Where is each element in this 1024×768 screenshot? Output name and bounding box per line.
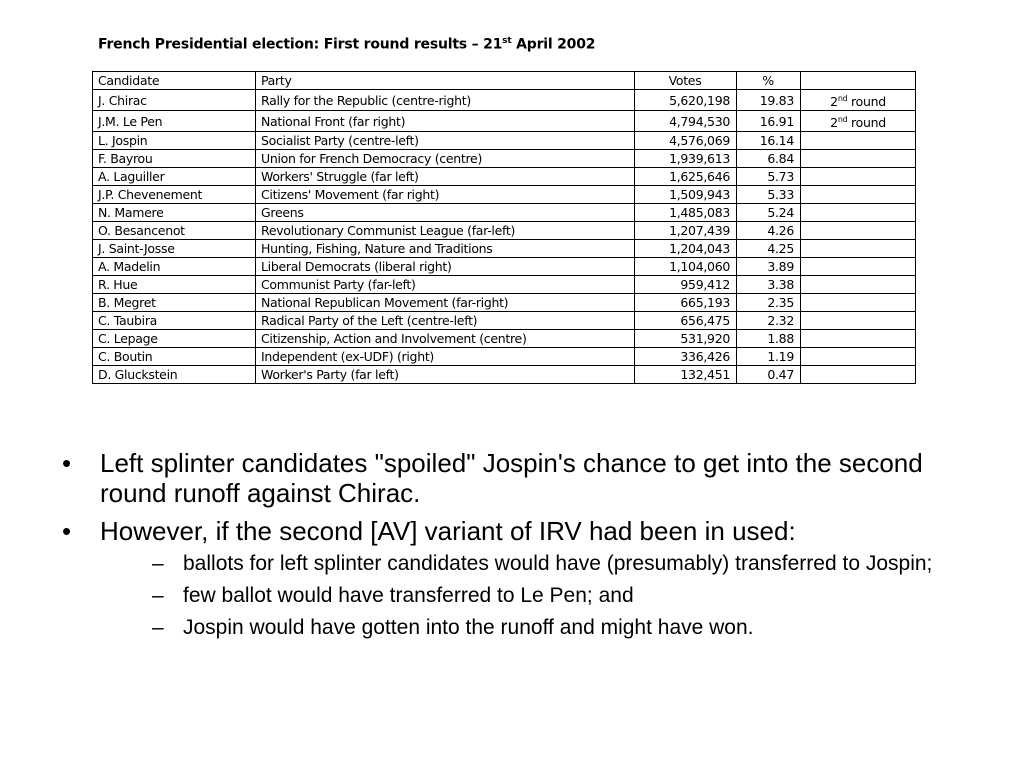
bullet-marker: • xyxy=(62,516,72,546)
table-row xyxy=(93,222,916,240)
cell-votes: 1,207,439 xyxy=(635,222,737,240)
cell-candidate: F. Bayrou xyxy=(93,150,256,168)
cell-party: Revolutionary Communist League (far-left) xyxy=(256,222,635,240)
cell-candidate: A. Laguiller xyxy=(93,168,256,186)
table-row xyxy=(93,150,916,168)
cell-party: Independent (ex-UDF) (right) xyxy=(256,348,635,366)
note-number: 2 xyxy=(830,94,838,110)
cell-candidate: J. Chirac xyxy=(93,90,256,111)
note-word: round xyxy=(847,94,886,110)
table-title-superscript: st xyxy=(502,36,512,46)
results-body xyxy=(93,90,916,384)
cell-party: National Front (far right) xyxy=(256,111,635,132)
cell-candidate: J.M. Le Pen xyxy=(93,111,256,132)
cell-percent: 1.88 xyxy=(737,330,801,348)
cell-note xyxy=(801,330,916,348)
note-superscript: nd xyxy=(837,94,848,103)
table-row xyxy=(93,111,916,132)
table-row xyxy=(93,276,916,294)
cell-votes: 531,920 xyxy=(635,330,737,348)
cell-party: Radical Party of the Left (centre-left) xyxy=(256,312,635,330)
table-row xyxy=(93,240,916,258)
cell-votes: 656,475 xyxy=(635,312,737,330)
table-title-date: April 2002 xyxy=(511,36,596,53)
table-row xyxy=(93,294,916,312)
cell-percent: 0.47 xyxy=(737,366,801,384)
cell-candidate: R. Hue xyxy=(93,276,256,294)
cell-note xyxy=(801,168,916,186)
cell-note xyxy=(801,294,916,312)
header-percent: % xyxy=(737,72,801,90)
sub-bullet-item xyxy=(100,616,962,640)
sub-bullet-text: ballots for left splinter candidates would have (presumably) transferred to Jospin; xyxy=(183,552,933,575)
cell-party: Citizenship, Action and Involvement (centre) xyxy=(256,330,635,348)
cell-votes: 1,204,043 xyxy=(635,240,737,258)
cell-candidate: L. Jospin xyxy=(93,132,256,150)
cell-votes: 1,485,083 xyxy=(635,204,737,222)
cell-votes: 132,451 xyxy=(635,366,737,384)
table-title-text: French Presidential election: First round results – 21 xyxy=(98,36,503,53)
cell-votes: 336,426 xyxy=(635,348,737,366)
table-row xyxy=(93,258,916,276)
sub-bullet-item xyxy=(100,552,962,576)
bullet-item xyxy=(62,448,962,508)
header-party: Party xyxy=(256,72,635,90)
cell-percent: 19.83 xyxy=(737,90,801,111)
cell-percent: 4.26 xyxy=(737,222,801,240)
table-row xyxy=(93,186,916,204)
sub-bullet-text: Jospin would have gotten into the runoff and might have won. xyxy=(183,616,754,639)
cell-party: Communist Party (far-left) xyxy=(256,276,635,294)
table-row xyxy=(93,90,916,111)
table-title xyxy=(98,36,595,53)
note-number: 2 xyxy=(830,115,838,131)
cell-percent: 4.25 xyxy=(737,240,801,258)
cell-party: Hunting, Fishing, Nature and Traditions xyxy=(256,240,635,258)
cell-note xyxy=(801,348,916,366)
cell-note xyxy=(801,222,916,240)
cell-note xyxy=(801,312,916,330)
cell-votes: 959,412 xyxy=(635,276,737,294)
header-votes: Votes xyxy=(635,72,737,90)
cell-party: Greens xyxy=(256,204,635,222)
cell-votes: 665,193 xyxy=(635,294,737,312)
sub-bullet-text: few ballot would have transferred to Le Pen; and xyxy=(183,584,634,607)
cell-percent: 3.89 xyxy=(737,258,801,276)
cell-party: Union for French Democracy (centre) xyxy=(256,150,635,168)
note-word: round xyxy=(847,115,886,131)
cell-candidate: N. Mamere xyxy=(93,204,256,222)
bullet-text: However, if the second [AV] variant of IRV had been in used: xyxy=(100,516,796,546)
cell-percent: 5.73 xyxy=(737,168,801,186)
cell-note xyxy=(801,186,916,204)
cell-votes: 1,939,613 xyxy=(635,150,737,168)
note-superscript: nd xyxy=(837,115,848,125)
table-row xyxy=(93,204,916,222)
cell-note xyxy=(801,240,916,258)
cell-note xyxy=(801,258,916,276)
cell-candidate: C. Lepage xyxy=(93,330,256,348)
bullet-text: Left splinter candidates "spoiled" Jospin's chance to get into the second round runoff against Chirac. xyxy=(100,448,923,508)
table-row xyxy=(93,366,916,384)
cell-candidate: J. Saint-Josse xyxy=(93,240,256,258)
cell-percent: 5.33 xyxy=(737,186,801,204)
sub-bullet-marker: – xyxy=(152,616,164,639)
cell-votes: 1,509,943 xyxy=(635,186,737,204)
cell-candidate: B. Megret xyxy=(93,294,256,312)
table-header-row xyxy=(93,72,916,90)
cell-party: Worker's Party (far left) xyxy=(256,366,635,384)
table-row xyxy=(93,348,916,366)
cell-percent: 1.19 xyxy=(737,348,801,366)
header-note xyxy=(801,72,916,90)
cell-note xyxy=(801,111,916,132)
cell-votes: 5,620,198 xyxy=(635,90,737,111)
cell-votes: 1,104,060 xyxy=(635,258,737,276)
table-row xyxy=(93,168,916,186)
cell-percent: 6.84 xyxy=(737,150,801,168)
cell-note xyxy=(801,150,916,168)
table-row xyxy=(93,132,916,150)
cell-candidate: D. Gluckstein xyxy=(93,366,256,384)
cell-note xyxy=(801,204,916,222)
cell-note xyxy=(801,90,916,111)
cell-candidate: C. Boutin xyxy=(93,348,256,366)
cell-party: Workers' Struggle (far left) xyxy=(256,168,635,186)
bullet-marker: • xyxy=(62,448,72,478)
table-row xyxy=(93,312,916,330)
cell-percent: 16.91 xyxy=(737,111,801,132)
cell-votes: 4,794,530 xyxy=(635,111,737,132)
cell-party: Citizens' Movement (far right) xyxy=(256,186,635,204)
header-candidate: Candidate xyxy=(93,72,256,90)
cell-candidate: C. Taubira xyxy=(93,312,256,330)
cell-party: National Republican Movement (far-right) xyxy=(256,294,635,312)
cell-percent: 5.24 xyxy=(737,204,801,222)
sub-bullet-item xyxy=(100,584,962,608)
cell-note xyxy=(801,132,916,150)
cell-note xyxy=(801,366,916,384)
cell-note xyxy=(801,276,916,294)
bullet-root xyxy=(62,448,962,640)
bullet-item xyxy=(62,516,962,640)
cell-candidate: O. Besancenot xyxy=(93,222,256,240)
cell-party: Rally for the Republic (centre-right) xyxy=(256,90,635,111)
bullet-list xyxy=(62,448,962,648)
cell-percent: 2.32 xyxy=(737,312,801,330)
cell-candidate: A. Madelin xyxy=(93,258,256,276)
sub-bullet-list xyxy=(100,552,962,640)
cell-candidate: J.P. Chevenement xyxy=(93,186,256,204)
cell-votes: 4,576,069 xyxy=(635,132,737,150)
table-row xyxy=(93,330,916,348)
cell-party: Liberal Democrats (liberal right) xyxy=(256,258,635,276)
sub-bullet-marker: – xyxy=(152,552,164,575)
cell-percent: 2.35 xyxy=(737,294,801,312)
sub-bullet-marker: – xyxy=(152,584,164,607)
cell-percent: 16.14 xyxy=(737,132,801,150)
cell-percent: 3.38 xyxy=(737,276,801,294)
cell-party: Socialist Party (centre-left) xyxy=(256,132,635,150)
cell-votes: 1,625,646 xyxy=(635,168,737,186)
results-table xyxy=(92,71,916,384)
